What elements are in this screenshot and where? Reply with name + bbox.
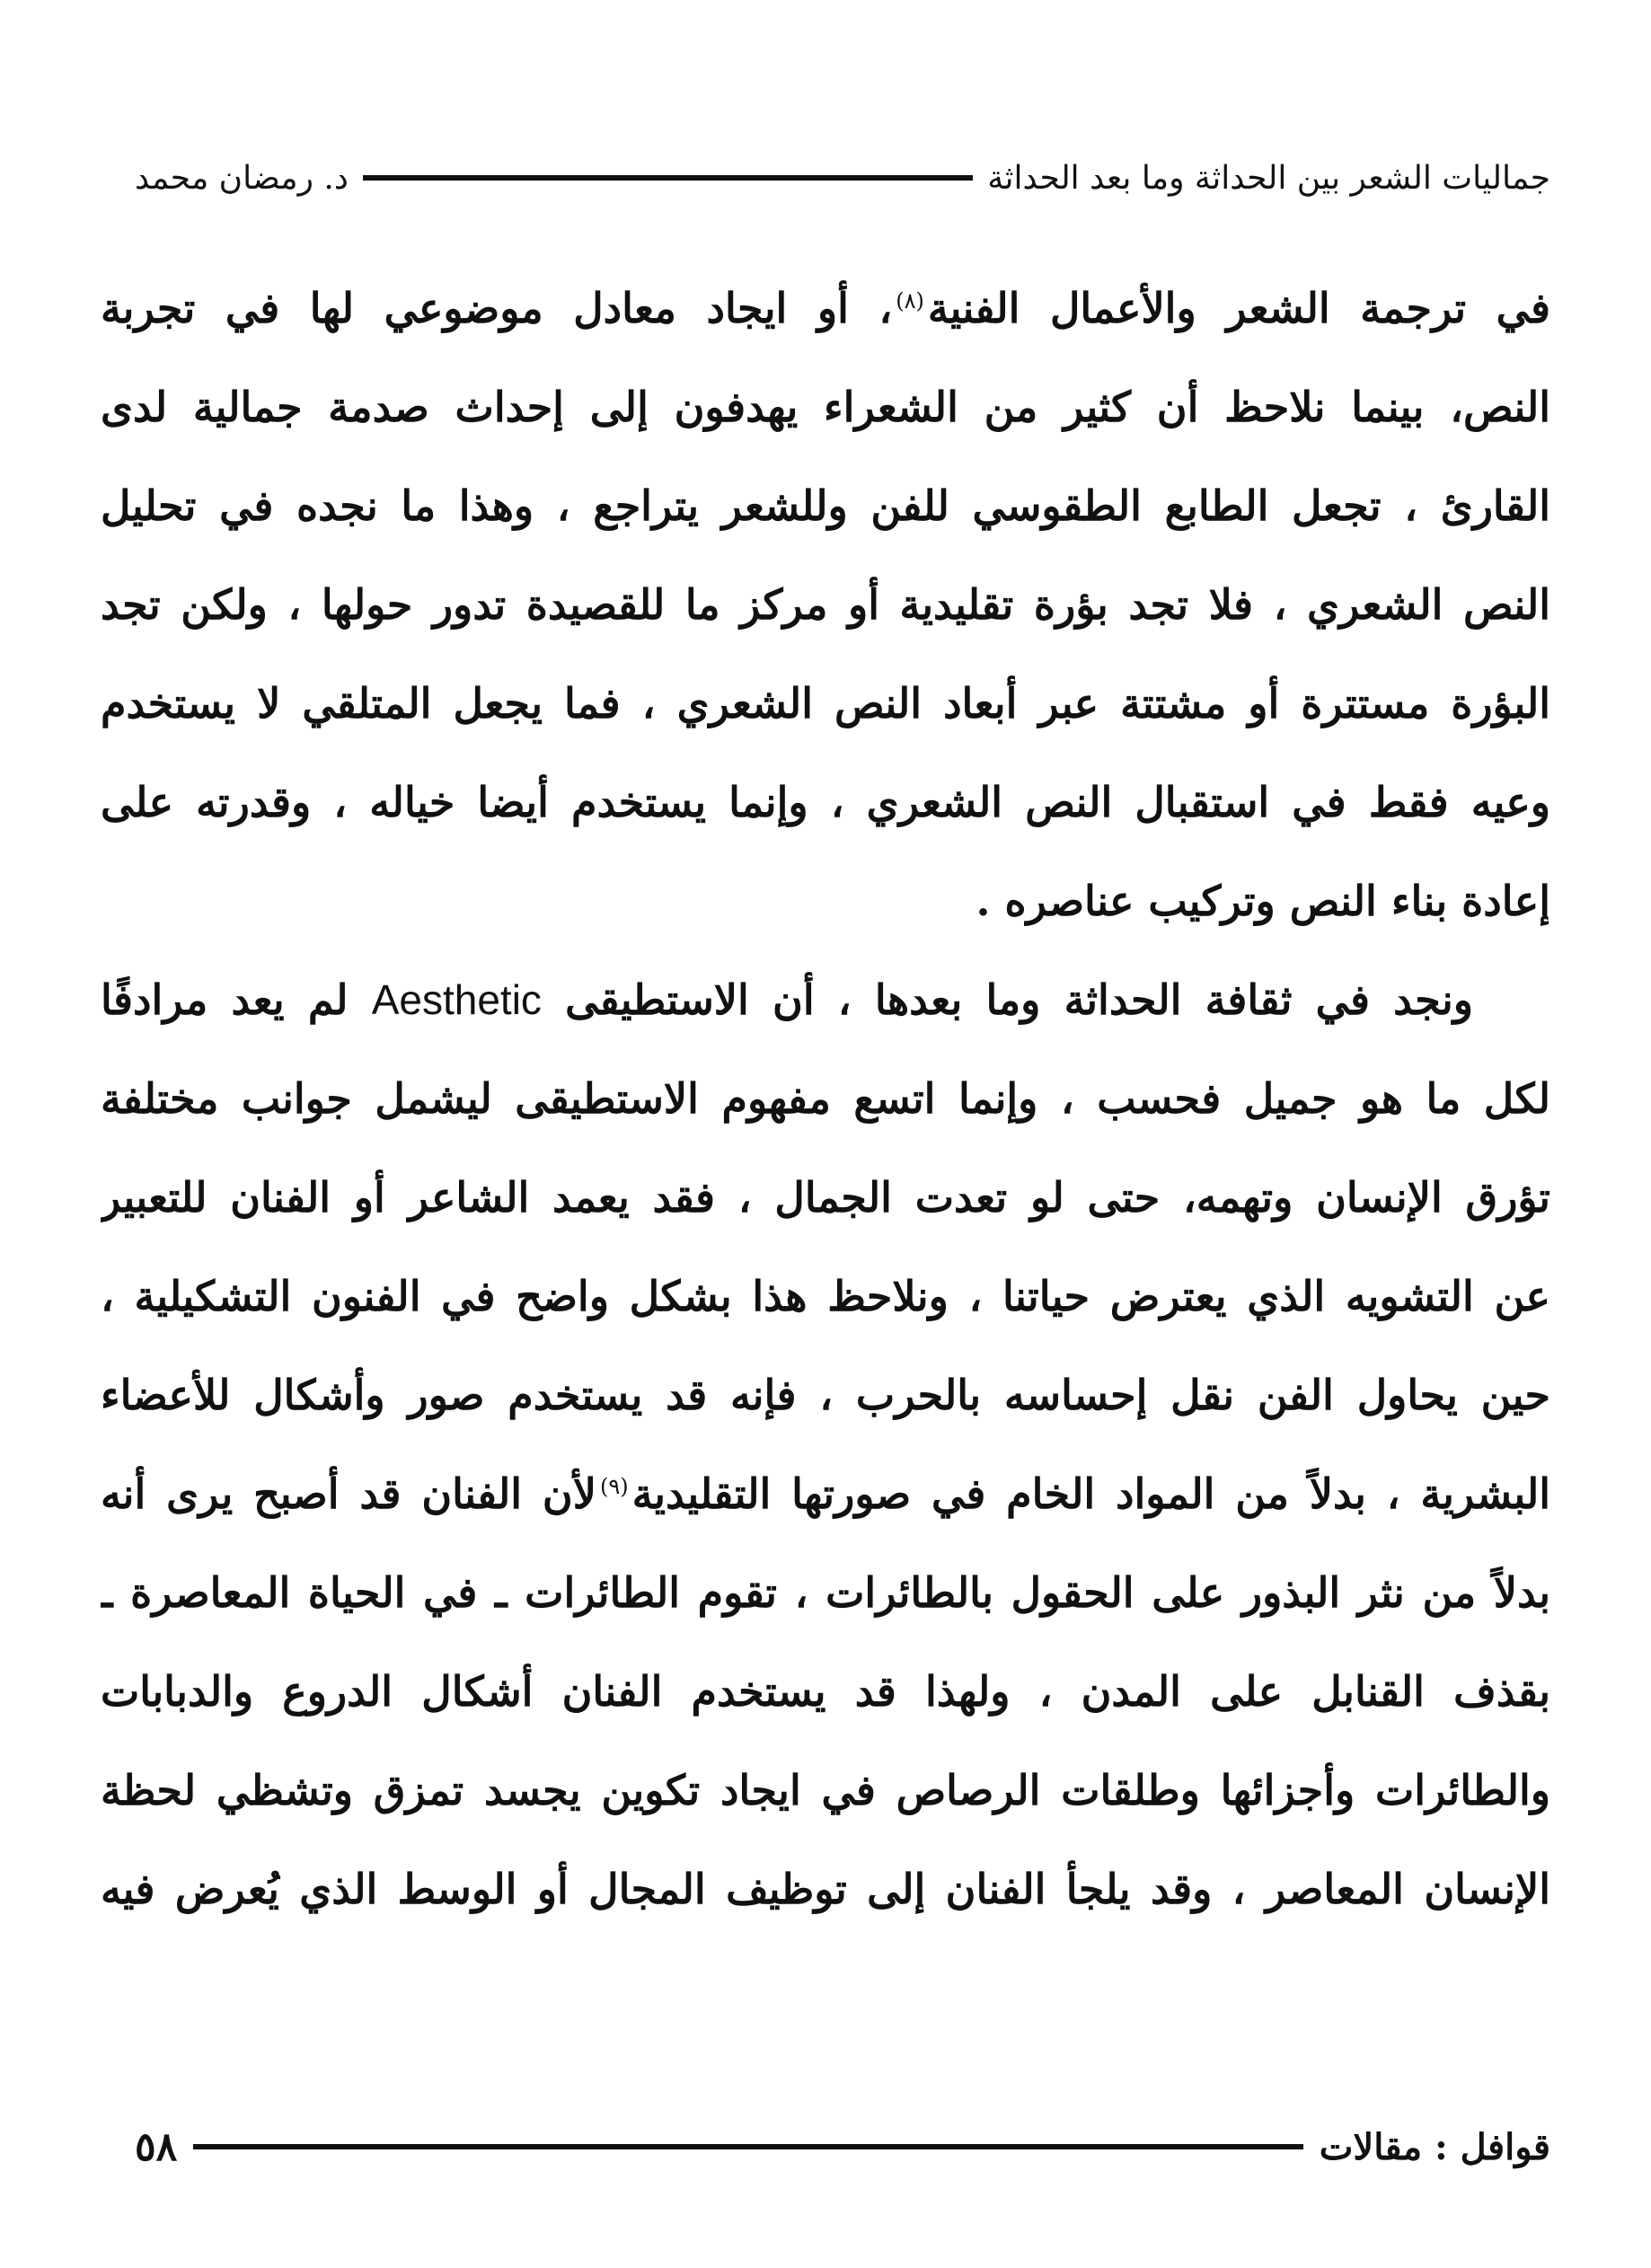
latin-term: Aesthetic <box>371 976 542 1023</box>
text-line-8 <box>101 950 1550 1049</box>
footer-rule <box>193 2144 1302 2149</box>
text-line-1 <box>101 259 1550 357</box>
text-line-7: إعادة بناء النص وتركيب عناصره . <box>976 877 1550 925</box>
text-segment: ونجد في ثقافة الحداثة وما بعدها ، أن الاستطيقى <box>565 975 1474 1024</box>
text-segment: لم يعد مرادفًا <box>101 975 349 1024</box>
text-line-4: النص الشعري ، فلا تجد بؤرة تقليدية أو مركز ما للقصيدة تدور حولها ، ولكن تجد <box>101 580 1550 629</box>
text-line-6: وعيه فقط في استقبال النص الشعري ، وإنما يستخدم أيضا خياله ، وقدرته على <box>101 778 1550 826</box>
text-line-5: البؤرة مستترة أو مشتتة عبر أبعاد النص الشعري ، فما يجعل المتلقي لا يستخدم <box>101 679 1550 728</box>
text-line-12: حين يحاول الفن نقل إحساسه بالحرب ، فإنه قد يستخدم صور وأشكال للأعضاء <box>101 1371 1550 1419</box>
running-header <box>135 151 1550 205</box>
text-line-13 <box>101 1444 1550 1543</box>
text-line-9: لكل ما هو جميل فحسب ، وإنما اتسع مفهوم الاستطيقى ليشمل جوانب مختلفة <box>101 1074 1550 1123</box>
text-line-15: بقذف القنابل على المدن ، ولهذا قد يستخدم الفنان أشكال الدروع والدبابات <box>101 1667 1550 1716</box>
header-title: جماليات الشعر بين الحداثة وما بعد الحداثة <box>987 159 1550 197</box>
header-rule <box>363 175 973 181</box>
text-line-16: والطائرات وأجزائها وطلقات الرصاص في ايجاد تكوين يجسد تمزق وتشظي لحظة <box>101 1766 1550 1814</box>
text-line-14: بدلاً من نثر البذور على الحقول بالطائرات ، تقوم الطائرات ـ في الحياة المعاصرة ـ <box>101 1568 1550 1617</box>
footnote-ref-8: (٨) <box>896 287 924 313</box>
text-segment: البشرية ، بدلاً من المواد الخام في صورتها التقليدية <box>631 1469 1550 1518</box>
footer-journal: قوافل : مقالات <box>1319 2125 1550 2168</box>
text-line-2: النص، بينما نلاحظ أن كثير من الشعراء يهدفون إلى إحداث صدمة جمالية لدى <box>101 383 1550 431</box>
text-segment: في ترجمة الشعر والأعمال الفنية <box>927 284 1550 332</box>
page-footer <box>135 2120 1550 2174</box>
page-number: ٥٨ <box>135 2123 178 2170</box>
text-line-10: تؤرق الإنسان وتهمه، حتى لو تعدت الجمال ، فقد يعمد الشاعر أو الفنان للتعبير <box>101 1173 1550 1222</box>
text-line-3: القارئ ، تجعل الطابع الطقوسي للفن وللشعر يتراجع ، وهذا ما نجده في تحليل <box>101 481 1550 530</box>
header-author: د. رمضان محمد <box>135 159 349 197</box>
text-line-11: عن التشويه الذي يعترض حياتنا ، ونلاحظ هذا بشكل واضح في الفنون التشكيلية ، <box>101 1272 1550 1320</box>
footnote-ref-9: (٩) <box>599 1473 629 1499</box>
body-text <box>101 259 1550 1938</box>
text-line-17: الإنسان المعاصر ، وقد يلجأ الفنان إلى توظيف المجال أو الوسط الذي يُعرض فيه <box>101 1865 1550 1913</box>
text-segment: لأن الفنان قد أصبح يرى أنه <box>101 1469 596 1518</box>
text-segment: ، أو ايجاد معادل موضوعي لها في تجربة <box>101 284 893 332</box>
